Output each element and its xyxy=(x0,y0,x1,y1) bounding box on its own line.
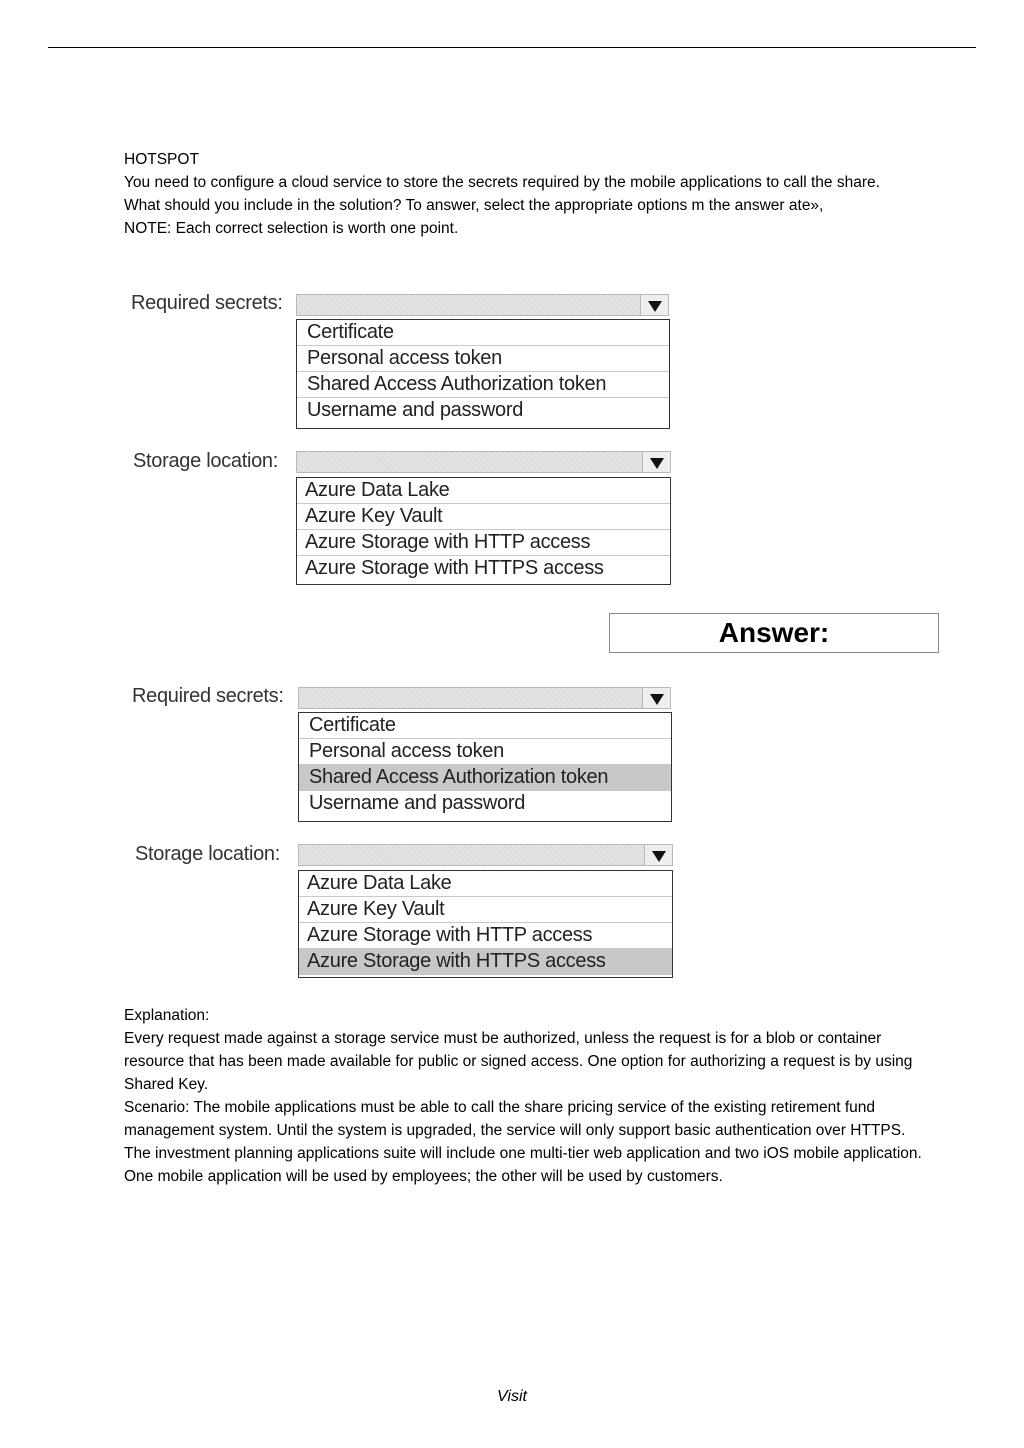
option-azure-storage-http[interactable]: Azure Storage with HTTP access xyxy=(297,530,670,556)
option-certificate[interactable]: Certificate xyxy=(297,320,669,346)
answer-required-secrets-label: Required secrets: xyxy=(132,685,284,707)
option-azure-storage-https-selected[interactable]: Azure Storage with HTTPS access xyxy=(299,949,672,975)
explanation-paragraph: Scenario: The mobile applications must be able to call the share pricing service of the existing retirement fund management system. Until the system is upgraded, the service will only support basic authentication over HTTPS. xyxy=(124,1099,906,1139)
option-azure-storage-http[interactable]: Azure Storage with HTTP access xyxy=(299,923,672,949)
option-personal-access-token[interactable]: Personal access token xyxy=(299,739,671,765)
chevron-down-icon[interactable] xyxy=(642,452,670,472)
explanation-paragraph: Every request made against a storage service must be authorized, unless the request is for a blob or container resource that has been made available for public or signed access. One option for authorizing a request is by using Shared Key. xyxy=(124,1030,913,1093)
answer-storage-location-options xyxy=(298,870,673,978)
option-shared-access-authorization-token-selected[interactable]: Shared Access Authorization token xyxy=(299,765,671,791)
chevron-down-icon[interactable] xyxy=(640,295,668,315)
footer-visit: Visit xyxy=(497,1388,527,1405)
answer-required-secrets-dropdown[interactable] xyxy=(298,687,671,709)
required-secrets-options xyxy=(296,319,670,429)
required-secrets-dropdown[interactable] xyxy=(296,294,669,316)
storage-location-dropdown[interactable] xyxy=(296,451,671,473)
option-azure-key-vault[interactable]: Azure Key Vault xyxy=(297,504,670,530)
option-azure-data-lake[interactable]: Azure Data Lake xyxy=(297,478,670,504)
option-azure-key-vault[interactable]: Azure Key Vault xyxy=(299,897,672,923)
explanation-paragraph: The investment planning applications suite will include one multi-tier web application and two iOS mobile application. One mobile application will be used by employees; the other will be used by customers. xyxy=(124,1145,922,1185)
option-azure-storage-https[interactable]: Azure Storage with HTTPS access xyxy=(305,557,604,579)
option-username-and-password[interactable]: Username and password xyxy=(307,399,524,421)
question-note: NOTE: Each correct selection is worth one point. xyxy=(124,220,459,237)
option-username-and-password[interactable]: Username and password xyxy=(309,792,526,814)
option-shared-access-authorization-token[interactable]: Shared Access Authorization token xyxy=(297,372,669,398)
header-rule xyxy=(48,47,976,48)
chevron-down-icon[interactable] xyxy=(644,845,672,865)
answer-heading: Answer: xyxy=(609,613,939,653)
question-type: HOTSPOT xyxy=(124,151,199,168)
answer-required-secrets-options xyxy=(298,712,672,822)
chevron-down-icon[interactable] xyxy=(642,688,670,708)
answer-storage-location-label: Storage location: xyxy=(135,843,280,865)
question-line: What should you include in the solution? To answer, select the appropriate options m the answer ate», xyxy=(124,197,824,214)
option-personal-access-token[interactable]: Personal access token xyxy=(297,346,669,372)
answer-storage-location-dropdown[interactable] xyxy=(298,844,673,866)
required-secrets-label: Required secrets: xyxy=(131,292,283,314)
storage-location-options xyxy=(296,477,671,585)
explanation-text xyxy=(124,1004,944,1188)
explanation-heading: Explanation: xyxy=(124,1007,210,1024)
option-certificate[interactable]: Certificate xyxy=(299,713,671,739)
question-text xyxy=(124,148,944,240)
storage-location-label: Storage location: xyxy=(133,450,278,472)
question-line: You need to configure a cloud service to store the secrets required by the mobile applications to call the share. xyxy=(124,174,880,191)
option-azure-data-lake[interactable]: Azure Data Lake xyxy=(299,871,672,897)
